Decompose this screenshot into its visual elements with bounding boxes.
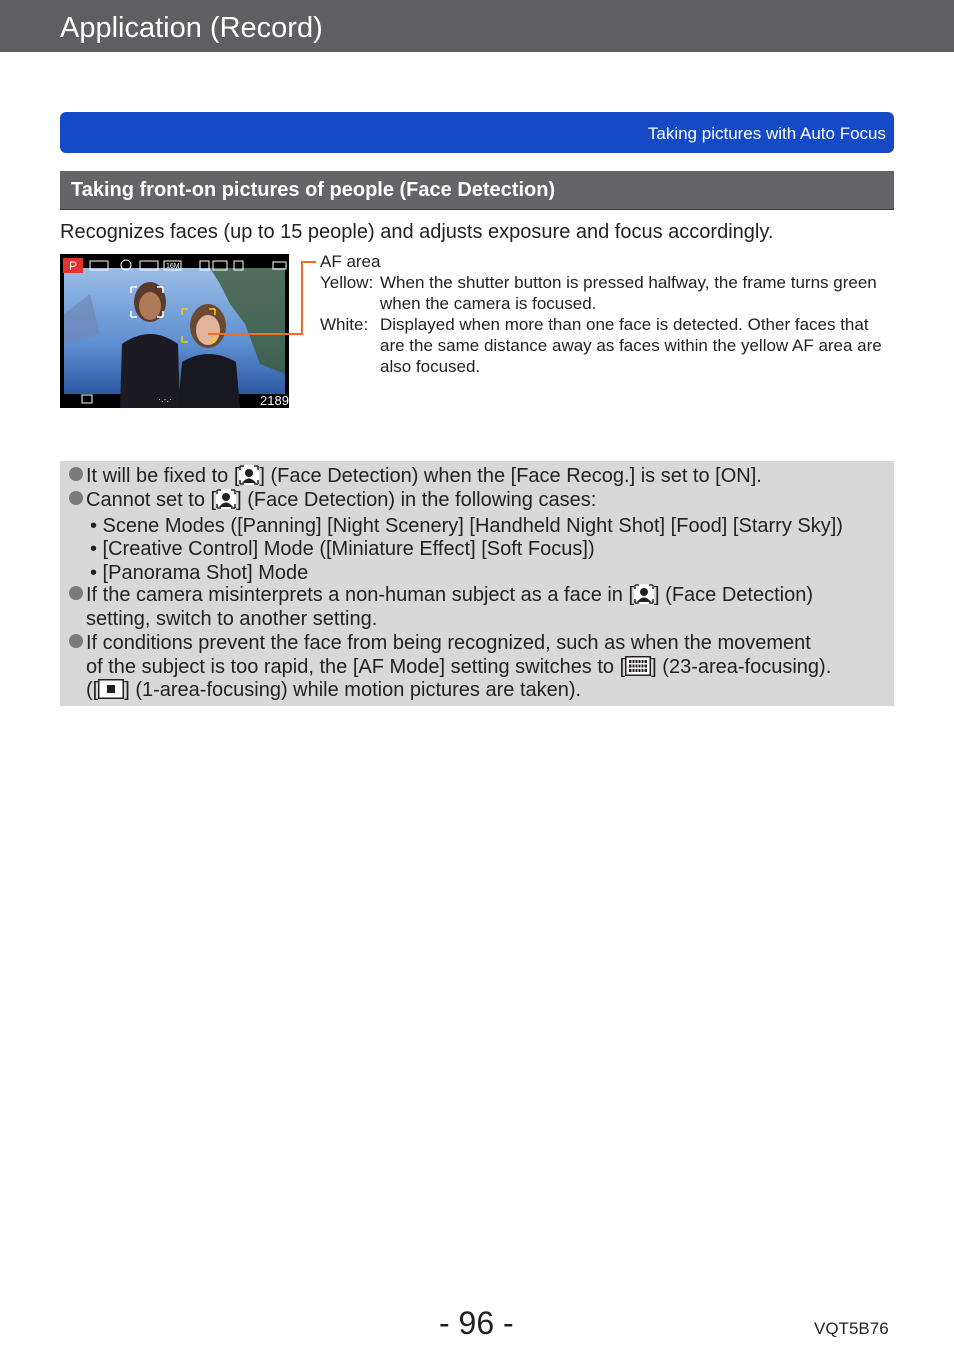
section-bar <box>60 112 894 153</box>
bullet-icon <box>69 634 83 648</box>
mode-letter: P <box>69 259 78 273</box>
note-item: Cannot set to [ ] (Face Detection) in the following cases: <box>69 489 596 513</box>
bullet-icon <box>69 491 83 505</box>
heading-bar <box>60 171 894 210</box>
callout-line <box>200 254 330 344</box>
note-item: If the camera misinterprets a non-human subject as a face in [ ] (Face Detection) setting, switch to another setting. <box>69 584 813 631</box>
intro-text: Recognizes faces (up to 15 people) and adjusts exposure and focus accordingly. <box>60 221 774 243</box>
note-item: If conditions prevent the face from being recognized, such as when the movement of the subject is too rapid, the [AF Mode] setting switches to [ ] (23-area-focusing). ([ ] (1-area-focusing) while motion pictures are taken). <box>69 632 831 703</box>
one-area-focus-icon <box>98 679 124 699</box>
chapter-title: Application (Record) <box>60 12 323 44</box>
legend-desc: Displayed when more than one face is detected. Other faces that are the same distance away as faces within the yellow AF area are also focused. <box>380 315 882 376</box>
face-detection-icon <box>216 489 236 509</box>
sub-item: • Scene Modes ([Panning] [Night Scenery] [Handheld Night Shot] [Food] [Starry Sky]) <box>90 515 843 537</box>
document-code: VQT5B76 <box>814 1319 889 1338</box>
legend-title: AF area <box>320 252 381 271</box>
sub-item: • [Creative Control] Mode ([Miniature Effect] [Soft Focus]) <box>90 538 595 560</box>
section-link[interactable]: Taking pictures with Auto Focus <box>647 124 886 143</box>
legend-row-yellow <box>320 272 894 314</box>
page-number: - 96 - <box>439 1305 514 1341</box>
face-detection-icon <box>239 465 259 485</box>
size-label: 16M <box>166 263 180 270</box>
bullet-icon <box>69 586 83 600</box>
multi-area-focus-icon <box>625 656 651 676</box>
notes-box <box>60 461 894 706</box>
bullet-icon <box>69 467 83 481</box>
face-detection-icon <box>634 584 654 604</box>
legend-row-white <box>320 314 894 377</box>
sub-item: • [Panorama Shot] Mode <box>90 562 309 584</box>
legend-term: White: <box>320 315 369 334</box>
legend-term: Yellow: <box>320 273 374 292</box>
af-area-legend <box>320 251 894 377</box>
page-heading: Taking front-on pictures of people (Face Detection) <box>71 179 556 201</box>
note-item: It will be fixed to [ ] (Face Detection) when the [Face Recog.] is set to [ON]. <box>69 465 762 489</box>
legend-desc: When the shutter button is pressed halfway, the frame turns green when the camera is focused. <box>380 273 877 313</box>
svg-text:·.·.·: ·.·.· <box>158 394 172 404</box>
shots-remaining: 2189 <box>260 393 289 408</box>
top-header-bar <box>0 0 954 52</box>
